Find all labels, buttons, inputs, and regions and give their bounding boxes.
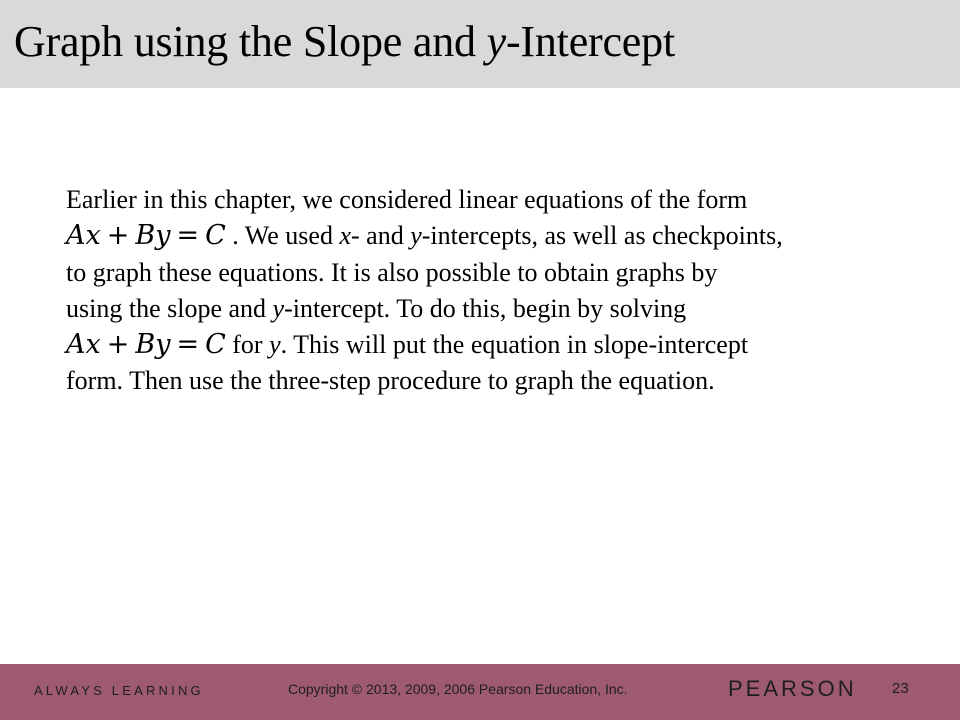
body-line-5: Ax + By = C for y. This will put the equation in slope-intercept bbox=[66, 327, 926, 363]
always-learning-tagline: ALWAYS LEARNING bbox=[34, 683, 204, 698]
title-text-1: Graph using the Slope and bbox=[14, 17, 487, 66]
body-line-4: using the slope and y-intercept. To do this, begin by solving bbox=[66, 293, 687, 323]
equation-1: Ax + By = C bbox=[66, 220, 226, 252]
equation-2: Ax + By = C bbox=[66, 329, 226, 361]
body-line-1: Earlier in this chapter, we considered linear equations of the form bbox=[66, 185, 748, 214]
slide-body bbox=[66, 182, 926, 400]
body-line-3: to graph these equations. It is also possible to obtain graphs by bbox=[66, 257, 718, 287]
page-number: 23 bbox=[892, 680, 909, 697]
pearson-logo: PEARSON bbox=[728, 676, 857, 701]
slide-title bbox=[14, 16, 675, 67]
title-text-2: -Intercept bbox=[505, 17, 675, 66]
title-bar bbox=[0, 0, 960, 88]
body-line-2: Ax + By = C . We used x- and y-intercepts, as well as checkpoints, bbox=[66, 218, 926, 254]
body-line-6: form. Then use the three-step procedure to graph the equation. bbox=[66, 366, 715, 396]
copyright-notice: Copyright © 2013, 2009, 2006 Pearson Education, Inc. bbox=[288, 681, 628, 697]
title-italic-y: y bbox=[486, 17, 506, 66]
